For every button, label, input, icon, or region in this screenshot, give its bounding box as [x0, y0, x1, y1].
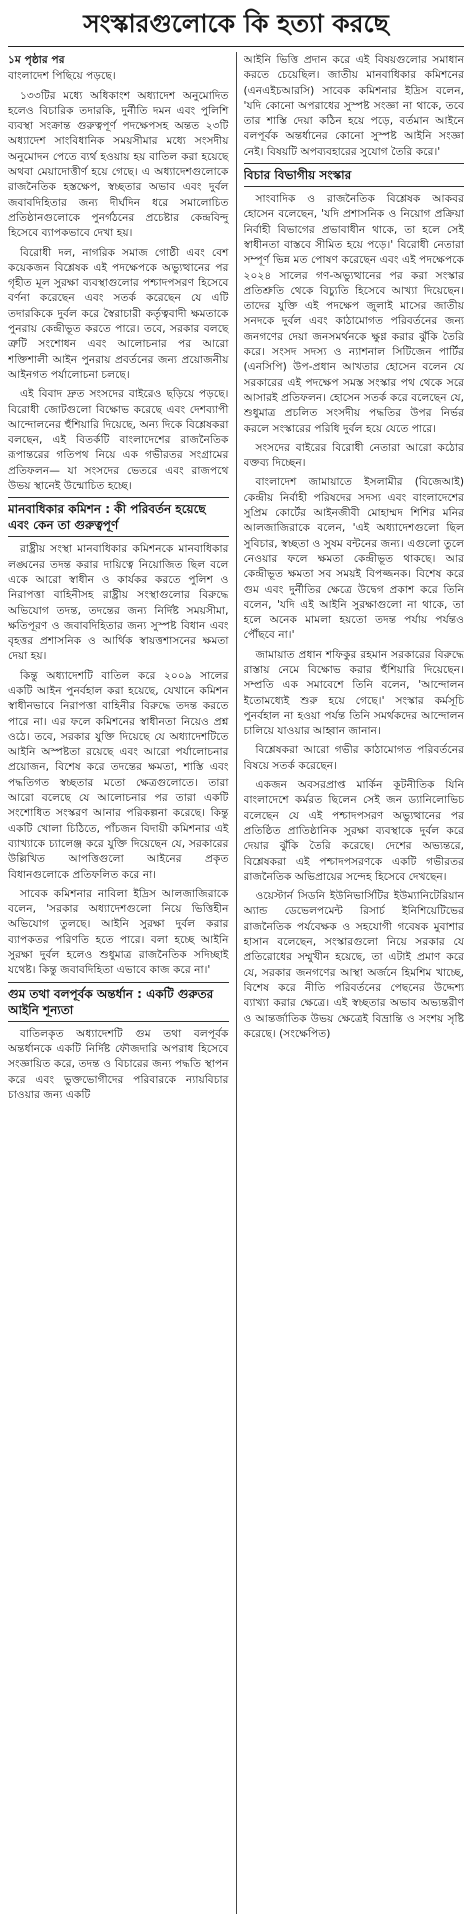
paragraph: একজন অবসরপ্রাপ্ত মার্কিন কূটনীতিক যিনি বাংলাদেশে কর্মরত ছিলেন সেই জন ড্যানিলোভিচ বলেছেন যে এই পশ্চাদপসরণ অভ্যুত্থানের পর প্রতিষ্ঠিত প্রাতিষ্ঠানিক সুরক্ষা ব্যবস্থাকে দুর্বল করে দেয়ার ঝুঁকি তৈরি করেছে। দেশের অভ্যন্তরে, বিশ্লেষকরা এই পশ্চাদপসরণকে একটি গভীরতর রাজনৈতিক অভিপ্রায়ের সন্দেহ হিসেবে দেখছেন।	[243, 778, 464, 883]
paragraph: আইনি ভিত্তি প্রদান করে এই বিষয়গুলোর সমাধান করতে চেয়েছিল। জাতীয় মানবাধিকার কমিশনের (এনএইচআরসি) সাবেক কমিশনার ইদ্রিস বলেন, 'যদি কোনো অপরাধের সুস্পষ্ট সংজ্ঞা না থাকে, তবে তার শাস্তি দেয়া কঠিন হয়ে পড়ে, বর্তমান আইনে বলপূর্বক অন্তর্ধানের কোনো সুস্পষ্ট আইনি সংজ্ঞা নেই। বিষয়টি অপব্যবহারের সুযোগ তৈরি করে।'	[243, 53, 464, 158]
headline: সংস্কারগুলোকে কি হত্যা করছে	[8, 6, 464, 47]
article-columns	[8, 52, 464, 1914]
paragraph: বাংলাদেশ জামায়াতে ইসলামীর (বিজেআই) কেন্দ্রীয় নির্বাহী পরিষদের সদস্য এবং বাংলাদেশের সুপ্রিম কোর্টের আইনজীবী মোহাম্মদ শিশির মনির আলজাজিরাকে বলেন, 'এই অধ্যাদেশগুলো ছিল সুবিচার, স্বচ্ছতা ও সুষম বন্টনের জন্য। এগুলো তুলে নেওয়ার ফলে ক্ষমতা কেন্দ্রীভূত থাকছে। আর কেন্দ্রীভূত ক্ষমতা সব সময়ই বিপজ্জনক। বিশেষ করে গুম এবং দুর্নীতির ক্ষেত্রে উদ্বেগ প্রকাশ করে তিনি বলেন, 'যদি এই আইনি সুরক্ষাগুলো না থাকে, তা হলে অনেক মামলা হয়তো তদন্ত পর্যায় পর্যন্তও পৌঁছবে না।'	[243, 475, 464, 642]
paragraph: বাতিলকৃত অধ্যাদেশটি গুম তথা বলপূর্বক অন্তর্ধানকে একটি নির্দিষ্ট ফৌজদারি অপরাধ হিসেবে সংজ্ঞায়িত করে, তদন্ত ও বিচারের জন্য পদ্ধতি স্থাপন করে এবং ভুক্তভোগীদের পরিবারকে ন্যায়বিচার চাওয়ার জন্য একটি	[8, 1026, 229, 1101]
subheading-human-rights: মানবাধিকার কমিশন : কী পরিবর্তন হয়েছে এবং কেন তা গুরুত্বপূর্ণ	[8, 497, 229, 537]
paragraph: সংসদের বাইরের বিরোধী নেতারা আরো কঠোর বক্তব্য দিচ্ছেন।	[243, 440, 464, 470]
subheading-judicial-reform: বিচার বিভাগীয় সংস্কার	[244, 163, 465, 187]
paragraph: বাংলাদেশ পিছিয়ে পড়ছে।	[8, 69, 116, 83]
column-divider	[236, 52, 237, 1914]
paragraph: এই বিবাদ দ্রুত সংসদের বাইরেও ছড়িয়ে পড়ছে। বিরোধী জোটগুলো বিক্ষোভ করেছে এবং দেশব্যাপী আন্দোলনের হুঁশিয়ারি দিয়েছে, অন্য দিকে বিশ্লেষকরা বলছেন, এই বিতর্কটি বাংলাদেশের রাজনৈতিক রূপান্তরের গতিপথ নিয়ে এক গভীরতর সংগ্রামের প্রতিফলন— যা সংসদের ভেতরে এবং রাজপথে উভয় স্থানেই উন্মোচিত হচ্ছে।	[8, 387, 229, 493]
paragraph: জামায়াত প্রধান শফিকুর রহমান সরকারের বিরুদ্ধে রাস্তায় নেমে বিক্ষোভ করার হুঁশিয়ারি দিয়েছেন। সম্প্রতি এক সমাবেশে তিনি বলেন, 'আন্দোলন ইতোমধ্যেই শুরু হয়ে গেছে।' সংস্কার কর্মসূচি পুনর্বহাল না হওয়া পর্যন্ত তিনি সমর্থকদের আন্দোলন চালিয়ে যাওয়ার আহ্বান জানান।	[243, 647, 464, 738]
right-column	[244, 52, 465, 1914]
paragraph: ১৩৩টির মধ্যে অধিকাংশ অধ্যাদেশ অনুমোদিত হলেও বিচারিক তদারকি, দুর্নীতি দমন এবং পুলিশি ব্যবস্থা সংক্রান্ত গুরুত্বপূর্ণ পদক্ষেপসহ অন্তত ২৩টি অধ্যাদেশ সাংবিধানিক সময়সীমার মধ্যে সংসদীয় অনুমোদন পেতে ব্যর্থ হওয়ায় হয় বাতিল করা হয়েছে অথবা মেয়াদোত্তীর্ণ হয়ে গেছে। এ অধ্যাদেশগুলোকে রাজনৈতিক হস্তক্ষেপ, স্বচ্ছতার অভাব এবং দুর্বল জবাবদিহিতার জন্য দীর্ঘদিন ধরে সমালোচিত প্রতিষ্ঠানগুলোকে পুনর্গঠনের প্রচেষ্টার কেন্দ্রবিন্দু হিসেবে ব্যাপকভাবে দেখা হয়।	[8, 88, 229, 240]
paragraph: সাংবাদিক ও রাজনৈতিক বিশ্লেষক আকবর হোসেন বলেছেন, 'যদি প্রশাসনিক ও নিয়োগ প্রক্রিয়া নির্বাহী বিভাগের প্রভাবাধীন থাকে, তা হলে সেই স্বাধীনতা বাস্তবে সীমিত হয়ে পড়ে।' বিরোধী নেতারা সম্পূর্ণ ভিন্ন মত পোষণ করেছেন এবং এই পদক্ষেপকে ২০২৪ সালের গণ-অভ্যুত্থানের পর করা সংস্কার প্রতিশ্রুতি থেকে বিচ্যুতি হিসেবে আখ্যা দিয়েছেন। তাদের যুক্তি এই পদক্ষেপ জুলাই মাসের জাতীয় সনদকে দুর্বল এবং কাঠামোগত পরিবর্তনের জন্য জনগণের দেয়া জনসমর্থনকে ক্ষুণ্ণ করার ঝুঁকি তৈরি করে। সংসদ সদস্য ও ন্যাশনাল সিটিজেন পার্টির (এনসিপি) উপ-প্রধান আখতার হোসেন বলেন যে সরকারের এই পদক্ষেপ সমস্ত সংস্কার পথ থেকে সরে আসারই প্রতিফলন। হোসেন সতর্ক করে বলেছেন যে, শুধুমাত্র প্রচলিত সংসদীয় পদ্ধতির উপর নির্ভর করলে সংস্কারের পরিধি দুর্বল হয়ে যেতে পারে।	[243, 192, 464, 435]
paragraph: রাষ্ট্রীয় সংস্থা মানবাধিকার কমিশনকে মানবাধিকার লঙ্ঘনের তদন্ত করার দায়িত্বে নিয়োজিত ছিল বলে একে আরো স্বাধীন ও কার্যকর করতে পুলিশ ও নিরাপত্তা বাহিনীসহ রাষ্ট্রীয় সংস্থাগুলোর বিরুদ্ধে অভিযোগ তদন্ত, তদন্তের জন্য নির্দিষ্ট সময়সীমা, ক্ষতিপূরণ ও জবাবদিহিতার জন্য সুস্পষ্ট বিধান এবং বৃহত্তর প্রশাসনিক ও আর্থিক স্বায়ত্তশাসনের ক্ষমতা দেয়া হয়।	[8, 542, 229, 663]
paragraph: ওয়েস্টার্ন সিডনি ইউনিভার্সিটির ইউম্যানিটেরিয়ান অ্যান্ড ডেভেলপমেন্ট রিসার্চ ইনিশিয়েটিভের রাজনৈতিক পর্যবেক্ষক ও সহযোগী গবেষক মুবাশার হাসান বলেছেন, সংস্কারগুলো নিয়ে সরকার যে প্রতিরোধের সম্মুখীন হয়েছে, তা এটাই প্রমাণ করে যে, সরকার জনগণের আস্থা অর্জনে হিমশিম খাচ্ছে, বিশেষ করে নীতি পরিবর্তনের পেছনের উদ্দেশ্য ব্যাখ্যা করার ক্ষেত্রে। এই স্বচ্ছতার অভাব অভ্যন্তরীণ ও আন্তর্জাতিক উভয় ক্ষেত্রেই বিভ্রান্তি ও সংশয় সৃষ্টি করেছে। (সংক্ষেপিত)	[243, 889, 464, 1040]
continued-from-label: ১ম পৃষ্ঠার পর	[8, 53, 65, 66]
paragraph: কিন্তু অধ্যাদেশটি বাতিল করে ২০০৯ সালের একটি আইন পুনর্বহাল করা হয়েছে, যেখানে কমিশন স্বাধীনভাবে নিরাপত্তা বাহিনীর বিরুদ্ধে তদন্ত করতে পারে না। এর ফলে কমিশনের স্বাধীনতা নিয়েও প্রশ্ন ওঠে। তবে, সরকার যুক্তি দিয়েছে যে অধ্যাদেশটিতে আইনি অস্পষ্টতা রয়েছে এবং আরো পর্যালোচনার প্রয়োজন, বিশেষ করে তদন্তের ক্ষমতা, শাস্তি এবং পদ্ধতিগত স্বচ্ছতার মতো ক্ষেত্রগুলোতে। তারা আরো বলেছে যে আলোচনার পর তারা একটি সংশোধিত সংস্করণ আনার পরিকল্পনা করেছে। কিন্তু একটি খোলা চিঠিতে, পাঁচজন বিদায়ী কমিশনার এই ব্যাখ্যাকে চ্যালেঞ্জ করে যুক্তি দিয়েছেন যে, সরকারের উল্লিখিত আপত্তিগুলো আইনের প্রকৃত বিধানগুলোকে প্রতিফলিত করে না।	[8, 668, 229, 881]
paragraph: সাবেক কমিশনার নাবিলা ইদ্রিস আলজাজিরাকে বলেন, 'সরকার অধ্যাদেশগুলো নিয়ে ভিত্তিহীন অভিযোগ তুলছে। আইনি সুরক্ষা দুর্বল করার ব্যাপকতর পরিণতি হতে পারে। বলা হচ্ছে আইনি সুরক্ষা দুর্বল হলেও শুধুমাত্র রাজনৈতিক সদিচ্ছাই যথেষ্ট। কিন্তু জবাবদিহিতা এভাবে কাজ করে না।'	[8, 886, 229, 977]
subheading-enforced-disappearance: গুম তথা বলপূর্বক অন্তর্ধান : একটি গুরুতর আইনি শূন্যতা	[8, 982, 229, 1022]
left-column	[8, 52, 229, 1914]
paragraph: বিশ্লেষকরা আরো গভীর কাঠামোগত পরিবর্তনের বিষয়ে সতর্ক করেছেন।	[243, 743, 464, 772]
paragraph: বিরোধী দল, নাগরিক সমাজ গোষ্ঠী এবং বেশ কয়েকজন বিশ্লেষক এই পদক্ষেপকে অভ্যুত্থানের পর গৃহীত মূল সুরক্ষা ব্যবস্থাগুলোর পশ্চাদপসরণ হিসেবে বর্ণনা করেছেন এবং সতর্ক করেছেন যে এটি তদারকিকে দুর্বল করে স্বৈরাচারী কর্তৃত্ববাদী ক্ষমতাকে পুনরায় কেন্দ্রীভূত করতে পারে। তবে, সরকার বলছে ত্রুটি সংশোধন এবং আলোচনার পর আরো শক্তিশালী আইন পুনরায় প্রবর্তনের জন্য প্রয়োজনীয় আইনগত পর্যালোচনা চলছে।	[8, 245, 229, 381]
